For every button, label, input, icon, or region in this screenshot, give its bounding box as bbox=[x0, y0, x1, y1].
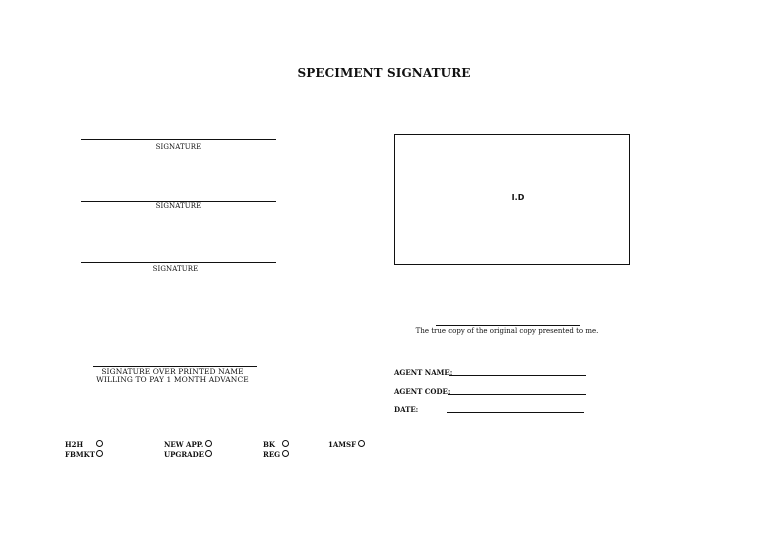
certification-text: The true copy of the original copy presented to me. bbox=[415, 327, 599, 335]
option-1amsf-radio[interactable] bbox=[358, 440, 365, 447]
signature-caption-1: SIGNATURE bbox=[155, 143, 202, 151]
id-label: I.D bbox=[511, 193, 525, 202]
option-fbmkt-radio[interactable] bbox=[96, 450, 103, 457]
date-label: DATE: bbox=[394, 405, 419, 414]
signature-line-3[interactable] bbox=[81, 262, 276, 263]
option-h2h-label: H2H bbox=[65, 440, 84, 449]
advance-payment-caption: WILLING TO PAY 1 MONTH ADVANCE bbox=[96, 375, 249, 384]
agent-code-field[interactable] bbox=[448, 394, 586, 395]
date-field[interactable] bbox=[447, 412, 584, 413]
agent-name-field[interactable] bbox=[449, 375, 586, 376]
option-fbmkt-label: FBMKT bbox=[65, 450, 95, 459]
agent-code-label: AGENT CODE: bbox=[394, 387, 451, 396]
signature-line-1[interactable] bbox=[81, 139, 276, 140]
printed-name-caption: SIGNATURE OVER PRINTED NAME bbox=[101, 367, 244, 376]
option-upgrade-label: UPGRADE bbox=[164, 450, 205, 459]
option-reg-label: REG bbox=[263, 450, 281, 459]
option-reg-radio[interactable] bbox=[282, 450, 289, 457]
option-bk-radio[interactable] bbox=[282, 440, 289, 447]
option-upgrade-radio[interactable] bbox=[205, 450, 212, 457]
option-bk-label: BK bbox=[263, 440, 276, 449]
signature-caption-3: SIGNATURE bbox=[152, 265, 199, 273]
signature-caption-2: SIGNATURE bbox=[155, 202, 202, 210]
certifier-signature-line[interactable] bbox=[436, 325, 580, 326]
option-h2h-radio[interactable] bbox=[96, 440, 103, 447]
option-new-app-radio[interactable] bbox=[205, 440, 212, 447]
option-new-app-label: NEW APP. bbox=[164, 440, 204, 449]
page-title: SPECIMENT SIGNATURE bbox=[297, 66, 471, 80]
option-1amsf-label: 1AMSF bbox=[328, 440, 357, 449]
agent-name-label: AGENT NAME: bbox=[394, 368, 453, 377]
